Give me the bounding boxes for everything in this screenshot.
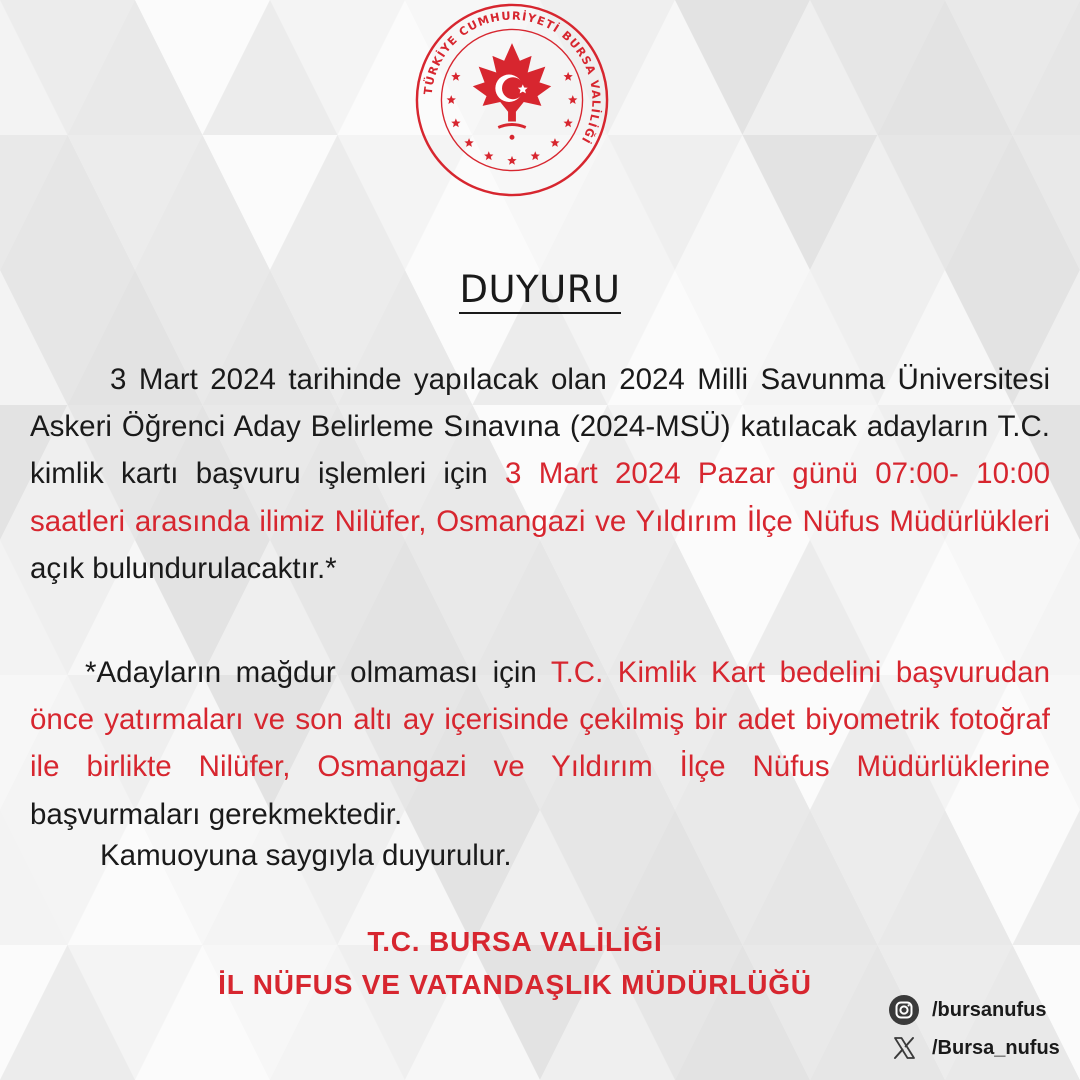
x-twitter-handle: /Bursa_nufus [932,1036,1060,1059]
closing-line: Kamuoyuna saygıyla duyurulur. [100,839,512,872]
paragraph-1-text: 3 Mart 2024 tarihinde yapılacak olan 2024 Milli Savunma Üniversitesi Askeri Öğrenci Aday Belirleme Sınavına (2024-MSÜ) katılacak adayların T.C. kimlik kartı başvuru işlemleri için [30,363,1050,491]
emblem-star [464,138,473,147]
signature-line-2: İL NÜFUS VE VATANDAŞLIK MÜDÜRLÜĞÜ [218,969,812,1000]
emblem-star [531,151,540,160]
paragraph-1-text-end: açık bulundurulacaktır.* [30,551,337,585]
instagram-handle: /bursanufus [932,998,1047,1021]
emblem-star [568,95,577,104]
announcement-paragraph-2 [30,649,1050,838]
x-twitter-link[interactable] [888,1032,1060,1064]
emblem-star [563,118,572,127]
page-title: DUYURU [0,268,1080,311]
emblem-ring-text: TÜRKİYE CUMHURİYETİ BURSA VALİLİĞİ [421,9,603,146]
x-twitter-icon [888,1032,920,1064]
emblem-star [550,138,559,147]
instagram-icon [888,994,920,1026]
emblem-star [563,72,572,81]
emblem-star [447,95,456,104]
signature-line-1: T.C. BURSA VALİLİĞİ [367,926,663,957]
paragraph-1-highlight: 3 Mart 2024 Pazar günü 07:00- 10:00 saatleri arasında ilimiz Nilüfer, Osmangazi ve Yıldırım İlçe Nüfus Müdürlükleri [30,457,1050,538]
paragraph-2-text: *Adayların mağdur olmaması için [85,656,551,689]
emblem-star [484,151,493,160]
paragraph-2-text-end: başvurmaları gerekmektedir. [30,797,403,831]
emblem-star [507,156,516,165]
announcement-paragraph-1 [30,356,1050,592]
paragraph-2-highlight: T.C. Kimlik Kart bedelini başvurudan önce yatırmaları ve son altı ay içerisinde çekilmiş bir adet biyometrik fotoğraf ile birlikte Nilüfer, Osmangazi ve Yıldırım İlçe Nüfus Müdürlüklerine [30,656,1050,784]
emblem-star [451,72,460,81]
emblem-star [451,118,460,127]
instagram-link[interactable] [888,994,1046,1026]
bursa-valiligi-emblem [414,2,610,198]
